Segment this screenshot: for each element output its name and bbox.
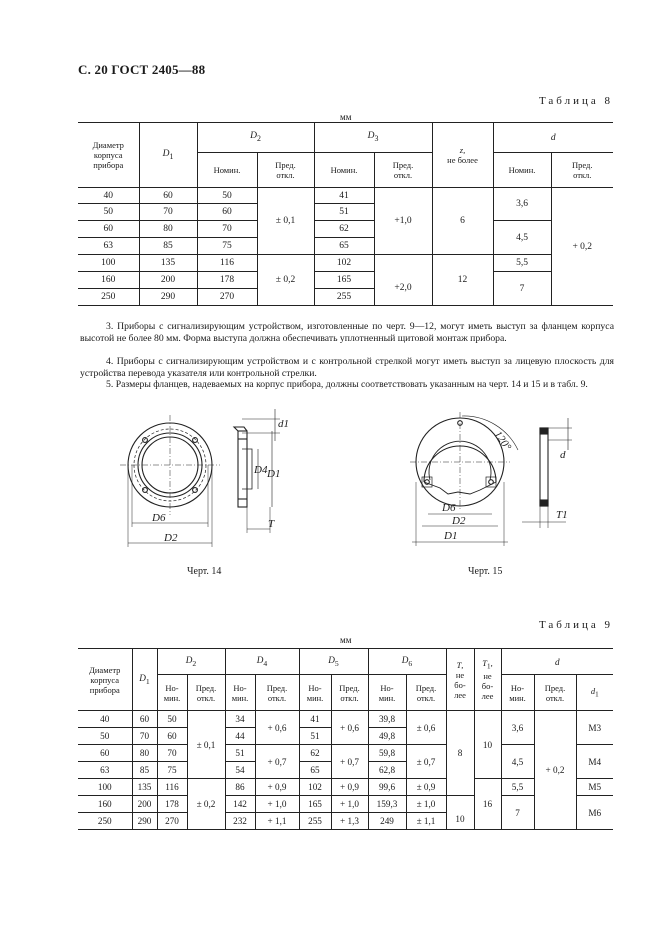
fig15-label-d2: D2 — [452, 515, 466, 527]
t9-cell: M4 — [576, 745, 613, 779]
t9-head-pred: Пред. откл. — [406, 675, 446, 711]
t9-cell: + 0,2 — [534, 711, 576, 830]
t8-cell: 75 — [197, 238, 257, 255]
t9-cell: 85 — [132, 762, 157, 779]
t9-cell: 70 — [157, 745, 187, 762]
t9-cell: 270 — [157, 813, 187, 830]
t9-head-nom: Но- мин. — [299, 675, 331, 711]
t9-cell: 4,5 — [501, 745, 534, 779]
t8-cell: 63 — [78, 238, 139, 255]
paragraph-4: 4. Приборы с сигнализирующим устройством и с контрольной стрелкой могут иметь выступ за лицевую плоскость для устройства перевода указателя или контрольной стрелки. — [80, 356, 614, 379]
t9-cell: 65 — [299, 762, 331, 779]
t9-cell: 49,8 — [368, 728, 406, 745]
t9-cell: M5 — [576, 779, 613, 796]
t8-head-nom: Номин. — [493, 153, 551, 188]
t8-cell: ± 0,2 — [257, 255, 314, 306]
t9-cell: 99,6 — [368, 779, 406, 796]
t9-cell: ± 0,1 — [187, 711, 225, 779]
table9-unit: мм — [340, 635, 352, 645]
t8-head-pred: Пред. откл. — [374, 153, 432, 188]
t8-cell: 100 — [78, 255, 139, 272]
t8-head-d2: $D_2$ — [197, 123, 314, 153]
t9-cell: 100 — [78, 779, 132, 796]
t9-cell: 62 — [299, 745, 331, 762]
t9-cell: + 1,3 — [331, 813, 368, 830]
t8-head-nom: Номин. — [314, 153, 374, 188]
t9-head-nom: Но- мин. — [225, 675, 255, 711]
figure-14-caption: Черт. 14 — [187, 566, 222, 577]
t8-cell: 7 — [493, 272, 551, 306]
t9-cell: 10 — [446, 796, 474, 830]
t9-head-d: d — [501, 649, 613, 675]
t8-cell: 50 — [78, 204, 139, 221]
fig15-label-d1: D1 — [444, 530, 458, 542]
t9-cell: 86 — [225, 779, 255, 796]
t9-head-d1: $D_1$ — [132, 649, 157, 711]
fig14-label-t: T — [268, 518, 275, 530]
t8-cell: 12 — [432, 255, 493, 306]
t9-cell: 178 — [157, 796, 187, 813]
t9-cell: + 0,7 — [331, 745, 368, 779]
t9-cell: 249 — [368, 813, 406, 830]
t8-cell: +1,0 — [374, 188, 432, 255]
t8-cell: 5,5 — [493, 255, 551, 272]
t9-cell: 60 — [157, 728, 187, 745]
t9-cell: 41 — [299, 711, 331, 728]
t8-cell: 250 — [78, 289, 139, 306]
t8-cell: 40 — [78, 188, 139, 204]
figure-14-drawing — [120, 405, 300, 555]
t9-cell: 51 — [225, 745, 255, 762]
t8-cell: 102 — [314, 255, 374, 272]
t8-cell: ± 0,1 — [257, 188, 314, 255]
paragraph-3: 3. Приборы с сигнализирующим устройством, изготовленные по черт. 9—12, могут иметь выступ за фланцем корпуса высотой не более 80 мм. Форма выступа должна обеспечивать уплотненный щитовой монтаж прибора. — [80, 321, 614, 344]
fig15-label-d6: D6 — [442, 502, 456, 514]
t9-cell: ± 0,9 — [406, 779, 446, 796]
t9-cell: + 1,0 — [255, 796, 299, 813]
t8-cell: 85 — [139, 238, 197, 255]
t9-cell: 7 — [501, 796, 534, 830]
t8-cell: 50 — [197, 188, 257, 204]
t9-cell: + 0,6 — [255, 711, 299, 745]
t9-cell: 116 — [157, 779, 187, 796]
t8-cell: 3,6 — [493, 188, 551, 221]
t9-cell: 10 — [474, 711, 501, 779]
table8-caption: Таблица 8 — [538, 95, 613, 107]
fig15-label-angle: 120° — [491, 428, 514, 453]
t9-cell: + 1,0 — [331, 796, 368, 813]
t9-cell: 232 — [225, 813, 255, 830]
figure-15-drawing — [400, 410, 590, 555]
t9-cell: 62,8 — [368, 762, 406, 779]
t9-cell: 50 — [78, 728, 132, 745]
t9-head-pred: Пред. откл. — [255, 675, 299, 711]
t9-cell: + 0,6 — [331, 711, 368, 745]
fig14-label-d6: D6 — [152, 512, 166, 524]
t9-cell: 290 — [132, 813, 157, 830]
t8-cell: 60 — [139, 188, 197, 204]
t8-cell: 116 — [197, 255, 257, 272]
t8-head-d: d — [493, 123, 613, 153]
t8-cell: 6 — [432, 188, 493, 255]
t8-cell: 70 — [197, 221, 257, 238]
t9-cell: + 0,9 — [331, 779, 368, 796]
fig14-label-d1: d1 — [278, 418, 289, 430]
t9-cell: 165 — [299, 796, 331, 813]
t8-cell: 178 — [197, 272, 257, 289]
t8-head-diam: Диаметр корпуса прибора — [78, 123, 139, 188]
t9-cell: 75 — [157, 762, 187, 779]
t8-cell: 200 — [139, 272, 197, 289]
t9-head-nom: Но- мин. — [368, 675, 406, 711]
t9-cell: ± 1,1 — [406, 813, 446, 830]
t9-cell: 44 — [225, 728, 255, 745]
t9-head-pred: Пред. откл. — [331, 675, 368, 711]
t9-cell: + 1,1 — [255, 813, 299, 830]
t9-cell: 80 — [132, 745, 157, 762]
fig15-label-d: d — [560, 449, 566, 461]
t9-cell: ± 0,2 — [187, 779, 225, 830]
fig15-label-t1: T1 — [556, 509, 568, 521]
t9-cell: M3 — [576, 711, 613, 745]
t8-cell: 135 — [139, 255, 197, 272]
fig14-label-d2: D2 — [164, 532, 178, 544]
t9-cell: 50 — [157, 711, 187, 728]
t9-cell: 51 — [299, 728, 331, 745]
t9-cell: 160 — [78, 796, 132, 813]
t9-head-d5: $D_5$ — [299, 649, 368, 675]
t8-cell: 65 — [314, 238, 374, 255]
t8-cell: 255 — [314, 289, 374, 306]
t9-cell: 60 — [132, 711, 157, 728]
t9-cell: + 0,7 — [255, 745, 299, 779]
t8-cell: 80 — [139, 221, 197, 238]
table8 — [78, 122, 613, 306]
t9-cell: 135 — [132, 779, 157, 796]
t9-cell: 5,5 — [501, 779, 534, 796]
t9-cell: 255 — [299, 813, 331, 830]
t8-cell: 41 — [314, 188, 374, 204]
t8-head-nom: Номин. — [197, 153, 257, 188]
t8-cell: +2,0 — [374, 255, 432, 306]
t9-cell: 63 — [78, 762, 132, 779]
t9-cell: 39,8 — [368, 711, 406, 728]
t9-head-nom: Но- мин. — [501, 675, 534, 711]
table9 — [78, 648, 613, 830]
t8-cell: 4,5 — [493, 221, 551, 255]
t8-cell: 270 — [197, 289, 257, 306]
t9-head-nom: Но- мин. — [157, 675, 187, 711]
t9-head-d1-col: $d_1$ — [576, 675, 613, 711]
t9-cell: 8 — [446, 711, 474, 796]
t9-cell: 70 — [132, 728, 157, 745]
t8-cell: 160 — [78, 272, 139, 289]
t9-cell: + 0,9 — [255, 779, 299, 796]
t8-head-pred: Пред. откл. — [257, 153, 314, 188]
t9-head-d6: $D_6$ — [368, 649, 446, 675]
t9-cell: 3,6 — [501, 711, 534, 745]
t9-cell: 102 — [299, 779, 331, 796]
t9-head-pred: Пред. откл. — [534, 675, 576, 711]
t9-head-d4: $D_4$ — [225, 649, 299, 675]
t9-head-t1: $T_1$, не бо- лее — [474, 649, 501, 711]
t9-head-diam: Диаметр корпуса прибора — [78, 649, 132, 711]
t8-cell: 62 — [314, 221, 374, 238]
t9-head-d2: $D_2$ — [157, 649, 225, 675]
t9-cell: 142 — [225, 796, 255, 813]
t9-cell: M6 — [576, 796, 613, 830]
t9-head-pred: Пред. откл. — [187, 675, 225, 711]
t8-cell: 60 — [78, 221, 139, 238]
page-header: С. 20 ГОСТ 2405—88 — [78, 62, 206, 77]
figure-15-caption: Черт. 15 — [468, 566, 503, 577]
t8-head-z: z, не более — [432, 123, 493, 188]
t9-cell: 40 — [78, 711, 132, 728]
fig14-label-d4: D4 — [254, 464, 268, 476]
t8-cell: 60 — [197, 204, 257, 221]
t9-cell: 16 — [474, 779, 501, 830]
fig14-label-d1-outer: D1 — [267, 468, 281, 480]
t8-cell: 165 — [314, 272, 374, 289]
t9-cell: 60 — [78, 745, 132, 762]
t9-cell: ± 0,7 — [406, 745, 446, 779]
t9-cell: ± 1,0 — [406, 796, 446, 813]
table9-caption: Таблица 9 — [538, 619, 613, 631]
t9-cell: 159,3 — [368, 796, 406, 813]
t9-cell: 200 — [132, 796, 157, 813]
paragraph-5: 5. Размеры фланцев, надеваемых на корпус прибора, должны соответствовать указанным на черт. 14 и 15 и в табл. 9. — [106, 379, 588, 390]
table8-unit: мм — [340, 112, 352, 122]
t8-head-d1: $D_1$ — [139, 123, 197, 188]
t9-cell: ± 0,6 — [406, 711, 446, 745]
t8-cell: + 0,2 — [551, 188, 613, 306]
t9-head-t: T, не бо- лее — [446, 649, 474, 711]
t8-cell: 70 — [139, 204, 197, 221]
t9-cell: 54 — [225, 762, 255, 779]
t8-cell: 290 — [139, 289, 197, 306]
t9-cell: 59,8 — [368, 745, 406, 762]
t8-head-pred: Пред. откл. — [551, 153, 613, 188]
t9-cell: 250 — [78, 813, 132, 830]
t8-cell: 51 — [314, 204, 374, 221]
t9-cell: 34 — [225, 711, 255, 728]
t8-head-d3: $D_3$ — [314, 123, 432, 153]
